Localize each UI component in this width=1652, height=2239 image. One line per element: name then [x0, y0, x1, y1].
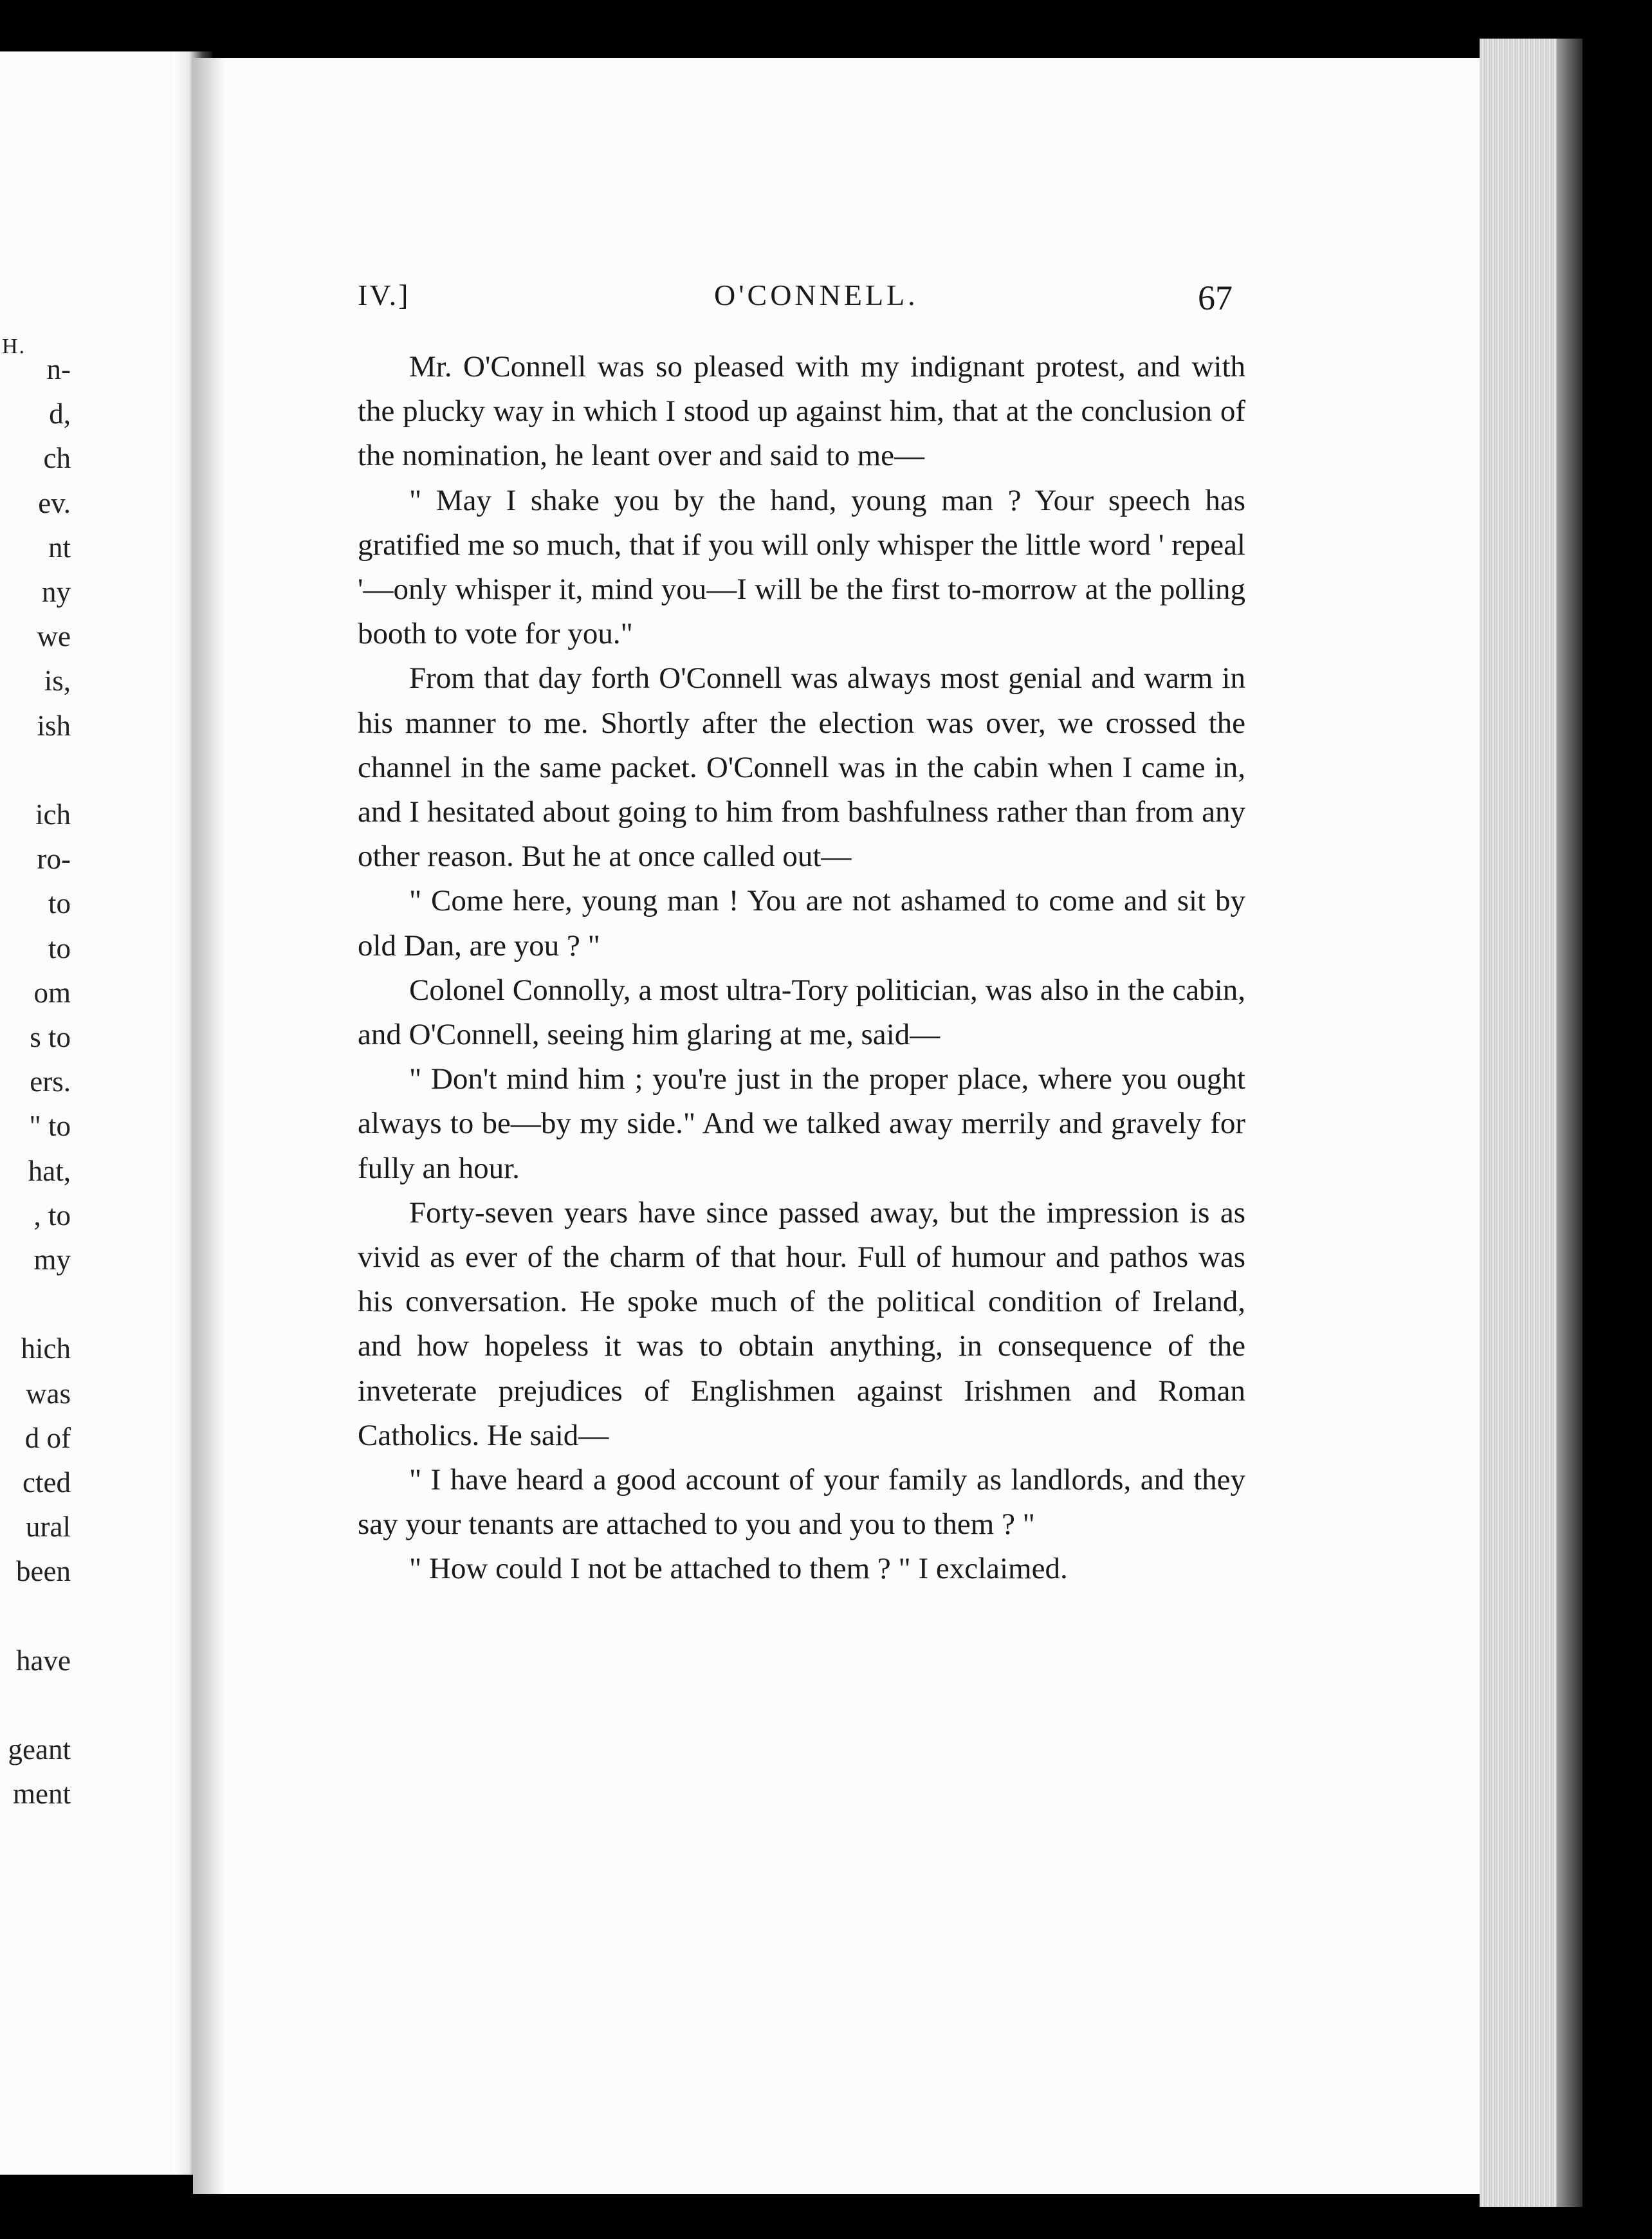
previous-page-line-fragment: was: [26, 1377, 71, 1410]
paragraph: Forty-seven years have since passed away, but the impression is as vivid as ever of the charm of that hour. Full of humour and pathos was his conversation. He spoke much of the political condition of Ireland, and how hopeless it was to obtain anything, in consequence of the inveterate prejudices of Englishmen against Irishmen and Roman Catholics. He said—: [358, 1195, 1245, 1452]
previous-page-line-fragment: geant: [8, 1733, 71, 1766]
previous-page-line-fragment: cted: [23, 1466, 71, 1498]
running-head-title: O'CONNELL.: [714, 279, 919, 311]
previous-page-line-fragment: is,: [44, 665, 71, 697]
previous-page-line-fragment: d,: [49, 398, 71, 430]
previous-page-line-fragment: ish: [37, 709, 71, 742]
previous-page-line-fragment: to: [48, 932, 71, 964]
paragraph: From that day forth O'Connell was always most genial and warm in his manner to me. Shortly after the election was over, we crossed the channel in the same packet. O'Connell was in the cabin when I came in, and I hesitated about going to him from bashfulness rather than from any other reason. But he at once called out—: [358, 661, 1245, 874]
previous-page-line-fragment: been: [16, 1555, 71, 1588]
previous-page-line-fragment: , to: [33, 1199, 71, 1231]
book-fore-edge-shadow: [1557, 39, 1583, 2207]
previous-page-line-fragment: hich: [21, 1332, 71, 1365]
previous-page-line-fragment: " to: [29, 1110, 71, 1143]
page-number: 67: [1198, 279, 1233, 317]
paragraph: " May I shake you by the hand, young man ? Your speech has gratified me so much, that if you will only whisper the little word ' repeal '—only whisper it, mind you—I will be the first to-morrow at the polling booth to vote for you.": [358, 483, 1245, 651]
paragraph: " How could I not be attached to them ? " I exclaimed.: [409, 1552, 1068, 1586]
previous-page-line-fragment: s to: [30, 1021, 71, 1053]
previous-page-line-fragment: ro-: [37, 843, 71, 876]
previous-page-line-fragment: ment: [13, 1778, 71, 1811]
body-text: [358, 345, 1245, 1592]
previous-page-line-fragment: we: [37, 620, 71, 653]
page-gutter-shadow: [193, 58, 225, 2194]
previous-page-running-head: H.: [1, 335, 26, 358]
previous-page-line-fragment: ch: [43, 442, 71, 475]
previous-page-line-fragment: d of: [24, 1421, 71, 1454]
paragraph: Mr. O'Connell was so pleased with my indignant protest, and with the plucky way in which I stood up against him, that at the conclusion of the nomination, he leant over and said to me—: [358, 350, 1245, 473]
previous-page-line-fragment: my: [33, 1244, 71, 1276]
running-head-chapter: IV.]: [358, 279, 410, 311]
previous-page-line-fragment: hat,: [28, 1154, 71, 1187]
previous-page-line-fragment: ural: [26, 1511, 71, 1543]
previous-page-line-fragment: to: [48, 887, 71, 920]
paragraph: Colonel Connolly, a most ultra-Tory politician, was also in the cabin, and O'Connell, seeing him glaring at me, said—: [358, 973, 1245, 1052]
previous-page-line-fragment: nt: [48, 531, 71, 564]
previous-page-line-fragment: ev.: [38, 486, 71, 519]
previous-page-line-fragment: ich: [35, 798, 71, 831]
previous-page-line-fragment: ers.: [30, 1065, 71, 1098]
paragraph: " Come here, young man ! You are not ashamed to come and sit by old Dan, are you ? ": [358, 884, 1245, 963]
paragraph: " Don't mind him ; you're just in the proper place, where you ought always to be—by my side." And we talked away merrily and gravely for fully an hour.: [358, 1062, 1245, 1185]
paragraph: " I have heard a good account of your family as landlords, and they say your tenants are attached to you and you to them ? ": [358, 1463, 1245, 1542]
previous-page-line-fragment: n-: [46, 353, 71, 385]
previous-page-line-fragment: have: [16, 1644, 71, 1677]
previous-page-line-fragment: om: [33, 976, 71, 1009]
previous-page: [0, 51, 193, 2175]
previous-page-line-fragment: ny: [42, 576, 71, 608]
